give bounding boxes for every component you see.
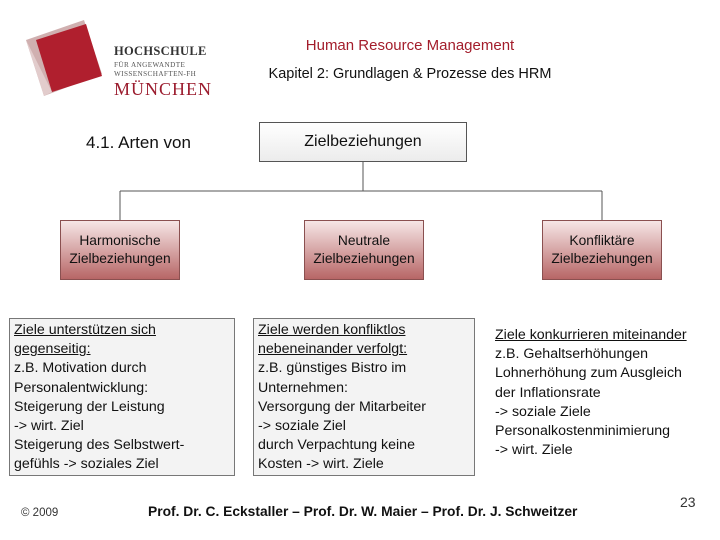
- description-line: nebeneinander verfolgt:: [258, 341, 408, 358]
- description-line: Ziele konkurrieren miteinander: [495, 327, 687, 343]
- category-neutral: [304, 220, 424, 280]
- description-line: Steigerung des Selbstwert-: [14, 437, 185, 454]
- description-line: -> soziale Ziel: [258, 418, 346, 435]
- description-conflict: [491, 318, 719, 463]
- description-line: z.B. Motivation durch: [14, 360, 147, 377]
- category-harmonic-line1: Harmonische: [79, 233, 161, 248]
- description-line: Lohnerhöhung zum Ausgleich: [495, 365, 682, 382]
- category-harmonic: [60, 220, 180, 280]
- page-number: 23: [680, 494, 696, 510]
- category-harmonic-line2: Zielbeziehungen: [69, 251, 171, 266]
- slide-title: Human Resource Management: [305, 37, 515, 54]
- category-neutral-line1: Neutrale: [337, 233, 391, 248]
- description-line: gefühls -> soziales Ziel: [14, 456, 159, 473]
- description-line: Ziele werden konfliktlos: [258, 322, 406, 338]
- description-line: Personalentwicklung:: [14, 379, 149, 396]
- description-line: der Inflationsrate: [495, 384, 601, 401]
- logo-line-3: WISSENSCHAFTEN-FH: [114, 70, 197, 78]
- description-line: Kosten -> wirt. Ziele: [258, 456, 384, 473]
- description-line: -> wirt. Ziele: [495, 442, 573, 459]
- category-neutral-line2: Zielbeziehungen: [313, 251, 415, 266]
- description-harmonic: [9, 318, 235, 476]
- description-line: durch Verpachtung keine: [258, 437, 415, 454]
- description-line: z.B. günstiges Bistro im: [258, 360, 407, 377]
- logo-line-1: HOCHSCHULE: [114, 44, 207, 58]
- description-line: Ziele unterstützen sich: [14, 322, 156, 338]
- root-box-label: Zielbeziehungen: [304, 133, 422, 150]
- description-line: -> soziale Ziele: [495, 403, 591, 420]
- description-line: Unternehmen:: [258, 379, 348, 396]
- section-heading: 4.1. Arten von: [86, 133, 191, 152]
- description-line: Versorgung der Mitarbeiter: [258, 398, 426, 415]
- description-line: Personalkostenminimierung: [495, 423, 671, 440]
- logo-line-4: MÜNCHEN: [114, 79, 213, 99]
- description-line: z.B. Gehaltserhöhungen: [495, 346, 649, 363]
- category-conflict-line1: Konfliktäre: [569, 233, 635, 248]
- footer-copyright: © 2009: [21, 507, 59, 519]
- footer-authors: Prof. Dr. C. Eckstaller – Prof. Dr. W. Maier – Prof. Dr. J. Schweitzer: [148, 504, 578, 519]
- slide-chapter: Kapitel 2: Grundlagen & Prozesse des HRM: [268, 66, 552, 82]
- description-line: Steigerung der Leistung: [14, 398, 165, 415]
- category-conflict: [542, 220, 662, 280]
- description-line: gegenseitig:: [14, 341, 91, 358]
- logo-line-2: FÜR ANGEWANDTE: [114, 61, 186, 69]
- category-conflict-line2: Zielbeziehungen: [551, 251, 653, 266]
- description-neutral: [253, 318, 475, 476]
- description-line: -> wirt. Ziel: [14, 418, 84, 435]
